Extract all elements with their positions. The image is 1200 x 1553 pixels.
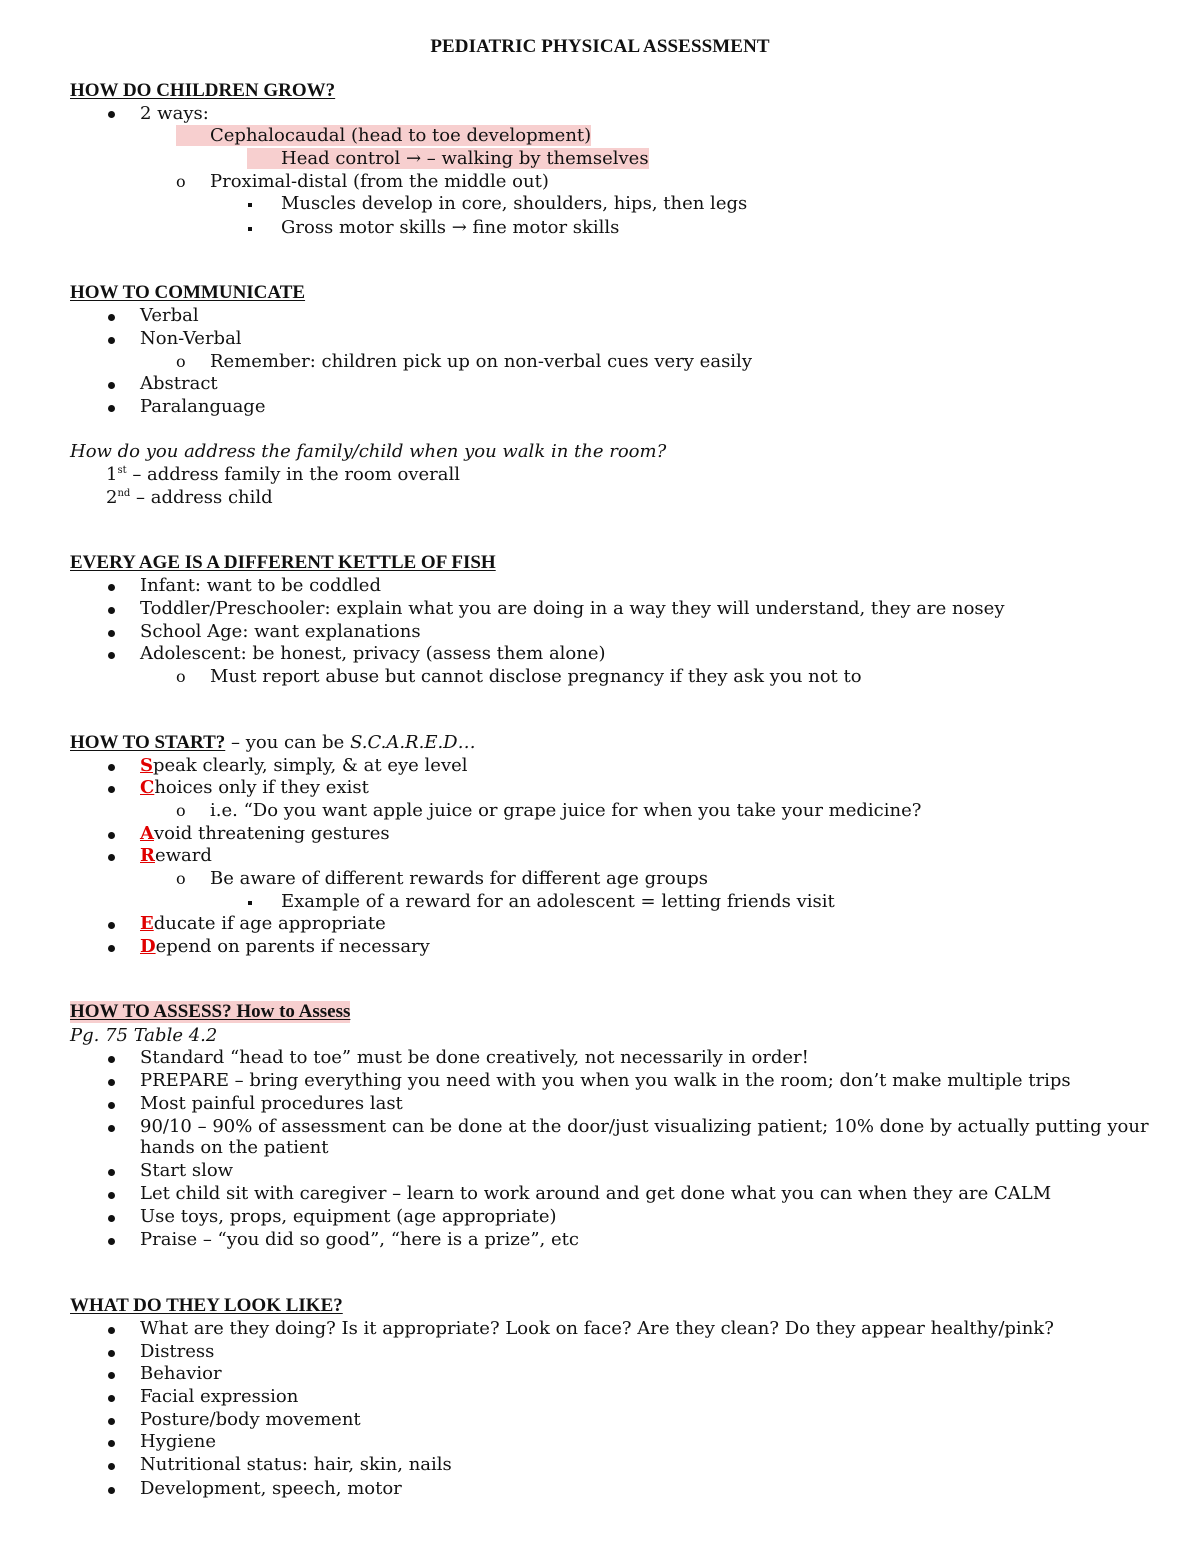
- scared-text: eward: [154, 845, 212, 866]
- bullet-circle: o: [176, 869, 186, 888]
- scared-text: epend on parents if necessary: [155, 936, 430, 957]
- address-text: – address family in the room overall: [126, 464, 460, 485]
- bullet-dot: [108, 1208, 124, 1229]
- heading-start: HOW TO START?: [70, 732, 226, 753]
- look-item: Nutritional status: hair, skin, nails: [140, 1454, 452, 1475]
- bullet-dot: [108, 600, 124, 621]
- assess-item: Standard “head to toe” must be done creatively, not necessarily in order!: [140, 1047, 809, 1068]
- address-second: [106, 487, 273, 509]
- scared-item: [140, 845, 212, 867]
- start-acronym: S.C.A.R.E.D…: [350, 732, 476, 753]
- scared-item: [140, 777, 369, 799]
- bullet-square: [248, 195, 264, 216]
- assess-item: Let child sit with caregiver – learn to work around and get done what you can when they are CALM: [140, 1183, 1052, 1204]
- bullet-dot: [108, 1433, 124, 1454]
- acronym-letter: E: [140, 913, 154, 934]
- bullet-dot: [108, 1320, 124, 1341]
- start-prefix: – you can be: [225, 732, 351, 753]
- bullet-circle: o: [176, 352, 186, 371]
- bullet-dot: [108, 1343, 124, 1364]
- scared-text: hoices only if they exist: [154, 777, 369, 798]
- bullet-dot: [108, 1162, 124, 1183]
- heading-assess: HOW TO ASSESS? How to Assess: [70, 1001, 351, 1022]
- bullet-dot: [108, 825, 124, 846]
- assess-item: 90/10 – 90% of assessment can be done at the door/just visualizing patient; 10% done by actually putting your: [140, 1116, 1149, 1137]
- bullet-circle: o: [176, 172, 186, 191]
- heading-grow: HOW DO CHILDREN GROW?: [70, 80, 336, 101]
- bullet-dot: [108, 1411, 124, 1432]
- scared-item: [140, 755, 468, 777]
- bullet-square: [248, 219, 264, 240]
- acronym-letter: D: [140, 936, 156, 957]
- acronym-letter: C: [140, 777, 155, 798]
- scared-item: [140, 913, 386, 935]
- grow-sub-sub-item: Muscles develop in core, shoulders, hips, then legs: [281, 193, 748, 214]
- ordinal-suffix: st: [117, 465, 127, 476]
- age-item: Adolescent: be honest, privacy (assess them alone): [140, 643, 606, 664]
- age-sub-item: Must report abuse but cannot disclose pregnancy if they ask you not to: [210, 666, 862, 687]
- bullet-dot: [108, 645, 124, 666]
- bullet-dot: [108, 915, 124, 936]
- scared-item: [140, 823, 390, 845]
- bullet-dot: [108, 1118, 124, 1139]
- communicate-item: Verbal: [140, 305, 199, 326]
- acronym-letter: A: [140, 823, 154, 844]
- bullet-dot: [108, 847, 124, 868]
- assess-item: Praise – “you did so good”, “here is a prize”, etc: [140, 1229, 579, 1250]
- communicate-question: How do you address the family/child when you walk in the room?: [70, 441, 667, 462]
- acronym-letter: S: [140, 755, 153, 776]
- heading-communicate: HOW TO COMMUNICATE: [70, 282, 306, 303]
- age-item: School Age: want explanations: [140, 621, 421, 642]
- scared-sub-sub-item: Example of a reward for an adolescent = letting friends visit: [281, 891, 835, 912]
- address-first: [106, 464, 460, 486]
- assess-item: PREPARE – bring everything you need with you when you walk in the room; don’t make multiple trips: [140, 1070, 1071, 1091]
- bullet-dot: [108, 938, 124, 959]
- scared-text: peak clearly, simply, & at eye level: [153, 755, 468, 776]
- assess-item: Start slow: [140, 1160, 234, 1181]
- bullet-dot: [108, 104, 124, 125]
- ordinal-suffix: nd: [117, 488, 131, 499]
- bullet-dot: [108, 1388, 124, 1409]
- bullet-circle: o: [176, 667, 186, 686]
- communicate-item: Non-Verbal: [140, 328, 242, 349]
- scared-sub-item: Be aware of different rewards for different age groups: [210, 868, 708, 889]
- age-item: Infant: want to be coddled: [140, 575, 381, 596]
- assess-item: Most painful procedures last: [140, 1093, 403, 1114]
- bullet-dot: [108, 1365, 124, 1386]
- grow-sub-sub-item: [281, 148, 649, 170]
- grow-sub-item: [210, 125, 591, 147]
- address-text: – address child: [130, 487, 273, 508]
- bullet-dot: [108, 1185, 124, 1206]
- communicate-item: Paralanguage: [140, 396, 266, 417]
- bullet-dot: [108, 1072, 124, 1093]
- bullet-dot: [108, 330, 124, 351]
- heading-age: EVERY AGE IS A DIFFERENT KETTLE OF FISH: [70, 552, 496, 573]
- ordinal-number: 1: [106, 464, 118, 485]
- look-item: Behavior: [140, 1363, 222, 1384]
- look-item: Hygiene: [140, 1431, 217, 1452]
- assess-item: Use toys, props, equipment (age appropriate): [140, 1206, 557, 1227]
- look-item: What are they doing? Is it appropriate? Look on face? Are they clean? Do they appear healthy/pink?: [140, 1318, 1054, 1339]
- assess-reference: Pg. 75 Table 4.2: [70, 1025, 218, 1046]
- assess-item-continued: hands on the patient: [140, 1137, 329, 1158]
- bullet-dot: [108, 1456, 124, 1477]
- bullet-dot: [108, 375, 124, 396]
- age-item: Toddler/Preschooler: explain what you are doing in a way they will understand, they are nosey: [140, 598, 1005, 619]
- heading-start-line: [70, 732, 476, 754]
- look-item: Development, speech, motor: [140, 1478, 402, 1499]
- bullet-dot: [108, 1095, 124, 1116]
- bullet-dot: [108, 577, 124, 598]
- highlight: Cephalocaudal (head to toe development): [176, 125, 591, 146]
- bullet-square: [248, 893, 264, 914]
- scared-sub-item: i.e. “Do you want apple juice or grape juice for when you take your medicine?: [210, 800, 922, 821]
- grow-item: 2 ways:: [140, 103, 209, 124]
- grow-sub-sub-item: Gross motor skills → fine motor skills: [281, 217, 620, 238]
- look-item: Posture/body movement: [140, 1409, 361, 1430]
- look-item: Facial expression: [140, 1386, 299, 1407]
- scared-text: void threatening gestures: [153, 823, 390, 844]
- bullet-dot: [108, 1231, 124, 1252]
- communicate-item: Abstract: [140, 373, 218, 394]
- bullet-dot: [108, 307, 124, 328]
- bullet-circle: o: [176, 801, 186, 820]
- bullet-dot: [108, 623, 124, 644]
- bullet-dot: [108, 1480, 124, 1501]
- highlight: Head control → – walking by themselves: [247, 148, 649, 169]
- bullet-dot: [108, 757, 124, 778]
- bullet-dot: [108, 779, 124, 800]
- acronym-letter: R: [140, 845, 155, 866]
- heading-look: WHAT DO THEY LOOK LIKE?: [70, 1295, 343, 1316]
- grow-sub-item: Proximal-distal (from the middle out): [210, 171, 549, 192]
- bullet-dot: [108, 1049, 124, 1070]
- scared-text: ducate if age appropriate: [153, 913, 386, 934]
- scared-item: [140, 936, 430, 958]
- ordinal-number: 2: [106, 487, 118, 508]
- bullet-dot: [108, 398, 124, 419]
- communicate-sub-item: Remember: children pick up on non-verbal cues very easily: [210, 351, 752, 372]
- document-title: PEDIATRIC PHYSICAL ASSESSMENT: [430, 36, 770, 57]
- look-item: Distress: [140, 1341, 215, 1362]
